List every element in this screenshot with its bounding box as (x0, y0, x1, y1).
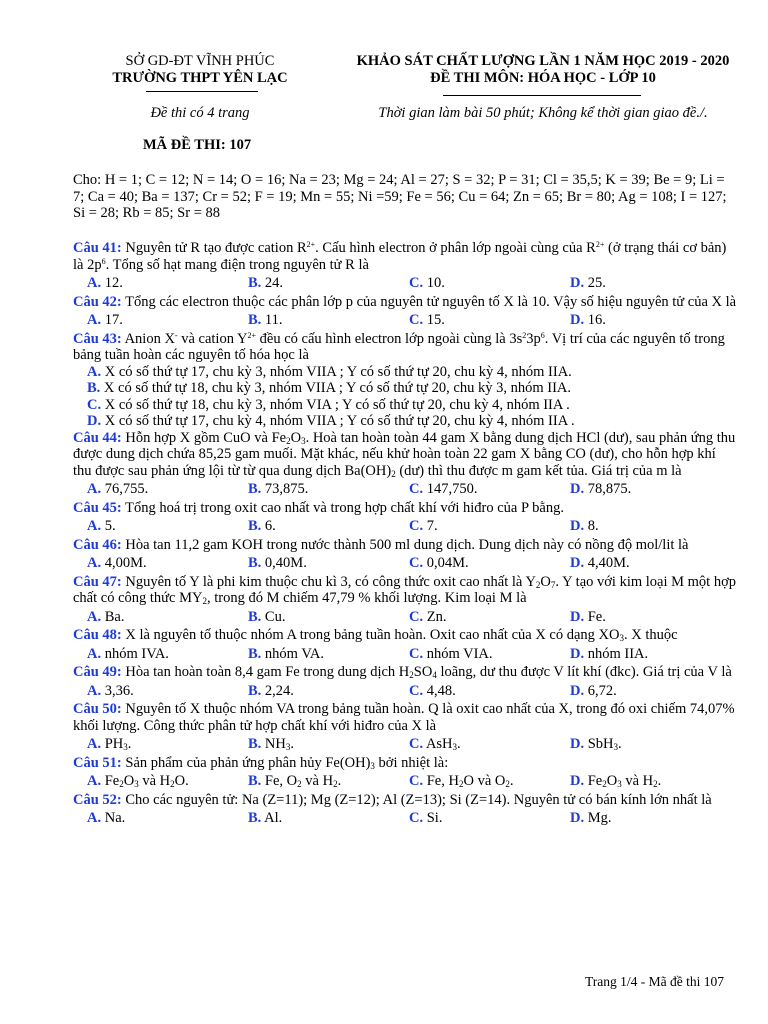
option-letter: D. (570, 608, 585, 625)
question-text: O (290, 429, 302, 446)
option-text: 24. (264, 275, 284, 291)
option-b[interactable] (248, 683, 409, 700)
option-text: O. (174, 773, 189, 789)
option-letter: B. (248, 682, 262, 699)
option-d[interactable] (570, 275, 731, 292)
superscript: 6 (540, 330, 545, 340)
option-text: AsH (425, 736, 453, 752)
subscript: 2 (391, 468, 396, 479)
option-text: . (290, 736, 294, 752)
option-text: O (606, 773, 618, 789)
subscript: 3 (619, 633, 624, 643)
option-text: NH (264, 736, 286, 752)
option-c[interactable] (409, 773, 570, 790)
subscript: 2 (333, 779, 338, 789)
option-letter: A. (87, 645, 102, 662)
options-47 (73, 607, 737, 628)
option-b[interactable] (73, 380, 737, 397)
option-text: Fe. (587, 608, 606, 625)
subscript: 3 (370, 760, 375, 771)
option-text: Fe, H (426, 773, 459, 789)
option-text: nhóm IIA. (587, 645, 649, 662)
question-46 (73, 537, 737, 554)
exam-header (328, 53, 758, 87)
options-49 (73, 681, 737, 702)
option-text: 8. (587, 518, 599, 534)
options-50 (73, 734, 737, 755)
option-d[interactable] (570, 481, 731, 498)
question-41 (73, 240, 737, 273)
option-letter: B. (248, 645, 262, 662)
question-48 (73, 627, 737, 644)
option-b[interactable] (248, 518, 409, 535)
option-text: O (123, 773, 135, 789)
subscript: 4 (432, 670, 437, 680)
option-c[interactable] (409, 481, 570, 498)
option-a[interactable] (87, 275, 248, 292)
options-44 (73, 479, 737, 500)
subscript: 7 (550, 579, 556, 590)
superscript: 6 (101, 256, 106, 266)
question-text: (dư) thì thu được m gam kết tủa. Giá trị của m là (395, 462, 682, 479)
option-letter: A. (87, 555, 102, 571)
school-header (90, 53, 310, 87)
option-letter: A. (87, 773, 102, 789)
question-text: và cation Y (177, 330, 248, 347)
department-name: SỞ GD-ĐT VĨNH PHÚC (125, 53, 275, 69)
option-d[interactable] (73, 413, 737, 430)
subscript: 2 (409, 670, 414, 680)
option-letter: B. (248, 312, 262, 328)
option-text: 17. (104, 312, 123, 328)
pages-note: Đề thi có 4 trang (150, 105, 250, 121)
exam-title: KHẢO SÁT CHẤT LƯỢNG LẦN 1 NĂM HỌC 2019 - 2020 (356, 53, 730, 69)
question-51 (73, 755, 737, 772)
question-label: Câu 47: (73, 573, 122, 590)
option-c[interactable] (409, 555, 570, 572)
option-text: 4,40M. (587, 555, 630, 571)
option-letter: D. (570, 518, 585, 534)
option-letter: C. (409, 481, 424, 497)
question-43 (73, 331, 737, 364)
option-text: 11. (264, 312, 283, 328)
option-letter: B. (248, 518, 262, 534)
option-d[interactable] (570, 518, 731, 535)
question-text: bởi nhiệt là: (374, 754, 449, 771)
question-label: Câu 46: (73, 536, 122, 553)
option-letter: A. (87, 312, 102, 328)
question-label: Câu 49: (73, 664, 122, 680)
option-text: Ba. (104, 608, 125, 625)
option-text: Cu. (264, 608, 286, 625)
option-b[interactable] (248, 312, 409, 329)
atomic-masses: Cho: H = 1; C = 12; N = 14; O = 16; Na = 23; Mg = 24; Al = 27; S = 32; P = 31; Cl = 35,5; K = 39; Be = 9; Li = 7; Ca = 40; Ba = 137; Cr = 52; F = 19; Mn = 55; Ni =59; Fe = 56; Cu = 64; Zn = 65; Br = 80; Ag = 108; I = 127; Si = 28; Rb = 85; Sr = 88 (73, 172, 727, 221)
question-label: Câu 52: (73, 791, 122, 808)
superscript: 2+ (247, 330, 257, 340)
option-text: Na. (104, 810, 126, 826)
subscript: 2 (535, 579, 541, 590)
option-text: 5. (104, 518, 116, 534)
option-text: 0,04M. (426, 555, 469, 571)
subscript: 3 (285, 742, 291, 752)
option-text: X có số thứ tự 18, chu kỳ 3, nhóm VIA ; Y có số thứ tự 20, chu kỳ 4, nhóm IIA . (101, 396, 570, 413)
question-text: Nguyên tố Y là phi kim thuộc chu kì 3, có công thức oxit cao nhất là Y (121, 573, 536, 590)
question-label: Câu 51: (73, 754, 122, 771)
option-letter: B. (248, 810, 262, 826)
option-a[interactable] (87, 312, 248, 329)
subscript: 2 (602, 779, 607, 789)
option-text: nhóm VA. (264, 645, 325, 662)
question-text: Cho các nguyên tử: Na (Z=11); Mg (Z=12); Al (Z=13); Si (Z=14). Nguyên tử có bán kính lớn nhất là (121, 791, 712, 808)
question-44 (73, 430, 737, 480)
options-41 (73, 273, 737, 294)
option-text: nhóm VIA. (426, 645, 493, 662)
option-letter: B. (248, 275, 262, 291)
option-text: . (457, 736, 461, 752)
option-letter: B. (87, 380, 101, 396)
option-c[interactable] (73, 397, 737, 414)
option-letter: D. (570, 810, 585, 826)
option-letter: D. (570, 312, 585, 328)
subscript: 3 (452, 742, 458, 752)
option-letter: A. (87, 518, 102, 534)
question-text: Anion X (121, 330, 175, 347)
superscript: 2+ (595, 240, 605, 249)
question-text: . X thuộc (623, 627, 678, 643)
option-text: . (127, 736, 132, 752)
option-text: và H (301, 773, 334, 789)
option-text: . (509, 773, 514, 789)
question-text: Tổng các electron thuộc các phân lớp p của nguyên tử nguyên tố X là 10. Vậy số hiệu nguyên tử của X là (121, 293, 737, 310)
option-text: Si. (426, 810, 443, 826)
options-51 (73, 771, 737, 792)
question-label: Câu 48: (73, 627, 122, 643)
option-c[interactable] (409, 609, 570, 626)
options-52 (73, 808, 737, 829)
option-text: nhóm IVA. (104, 645, 169, 662)
subscript: 2 (119, 779, 124, 789)
option-text: . (618, 736, 622, 752)
subscript: 2 (653, 779, 658, 789)
question-text: loãng, dư thu được V lít khí (đkc). Giá trị của V là (436, 664, 732, 680)
page-footer: Trang 1/4 - Mã đề thi 107 (585, 974, 724, 989)
question-49 (73, 664, 737, 681)
question-text: 3p (526, 330, 541, 347)
option-text: Fe (587, 773, 603, 789)
question-label: Câu 50: (73, 701, 122, 717)
option-text: X có số thứ tự 17, chu kỳ 3, nhóm VIIA ; Y có số thứ tự 20, chu kỳ 4, nhóm IIA. (101, 363, 572, 380)
school-underline (146, 91, 258, 92)
question-label: Câu 45: (73, 499, 122, 516)
superscript: 2 (522, 330, 527, 340)
option-text: PH (104, 736, 124, 752)
subscript: 3 (134, 779, 139, 789)
exam-subject: ĐỀ THI MÔN: HÓA HỌC - LỚP 10 (430, 70, 656, 86)
option-letter: C. (409, 608, 424, 625)
option-text: 0,40M. (264, 555, 307, 571)
time-note: Thời gian làm bài 50 phút; Không kể thời gian giao đề./. (378, 105, 708, 121)
options-42 (73, 310, 737, 331)
option-text: 25. (587, 275, 606, 291)
option-text: 4,00M. (104, 555, 147, 571)
option-text: 6. (264, 518, 276, 534)
option-c[interactable] (409, 275, 570, 292)
option-b[interactable] (248, 481, 409, 498)
question-text: X là nguyên tố thuộc nhóm A trong bảng tuần hoàn. Oxit cao nhất của X có dạng XO (121, 627, 620, 643)
option-b[interactable] (248, 736, 409, 753)
option-text: 147,750. (426, 481, 478, 497)
subscript: 3 (123, 742, 128, 752)
option-letter: C. (409, 682, 424, 699)
question-text: . Hoà tan hoàn toàn 44 gam X bằng dung dịch HCl (dư), sau phản ứng thu được dung dịch chứa 85,25 gam muối. Mặt khác, nếu khử hoàn toàn 22 gam X bằng CO (dư), cho hỗn hợp khí thu được sau phản ứng lội từ từ qua dung dịch Ba(OH) (73, 429, 736, 479)
option-a[interactable] (87, 609, 248, 626)
option-letter: C. (409, 773, 424, 789)
option-text: 76,755. (104, 481, 149, 497)
option-d[interactable] (570, 810, 731, 827)
question-text: Hòa tan 11,2 gam KOH trong nước thành 500 ml dung dịch. Dung dịch này có nồng độ mol/lit là (121, 536, 689, 553)
option-letter: D. (570, 555, 585, 571)
option-a[interactable] (87, 683, 248, 700)
school-name: TRƯỜNG THPT YÊN LẠC (112, 70, 288, 86)
option-letter: D. (570, 682, 585, 699)
option-text: Fe, O (264, 773, 298, 789)
exam-code-value: : 107 (220, 137, 252, 153)
option-letter: C. (409, 736, 424, 752)
option-text: 78,875. (587, 481, 632, 497)
option-text: Fe (104, 773, 120, 789)
option-text: 10. (426, 275, 445, 291)
options-46 (73, 553, 737, 574)
option-d[interactable] (570, 312, 731, 329)
option-b[interactable] (248, 275, 409, 292)
option-c[interactable] (409, 683, 570, 700)
question-label: Câu 42: (73, 293, 122, 310)
option-letter: C. (409, 312, 424, 328)
question-42 (73, 294, 737, 311)
option-d[interactable] (570, 736, 731, 753)
question-45 (73, 500, 737, 517)
option-text: Zn. (426, 608, 447, 625)
option-text: Mg. (587, 810, 612, 826)
question-text: Hòa tan hoàn toàn 8,4 gam Fe trong dung dịch H (121, 664, 410, 680)
option-d[interactable] (570, 773, 731, 790)
option-a[interactable] (87, 773, 248, 790)
option-text: và H (138, 773, 171, 789)
question-text: Nguyên tố X thuộc nhóm VA trong bảng tuần hoàn. Q là oxit cao nhất của X, trong đó oxi chiếm 74,07% khối lượng. Công thức phân tử hợp chất khí với hiđro của X là (73, 701, 735, 734)
option-letter: D. (87, 413, 102, 429)
option-c[interactable] (409, 646, 570, 663)
option-b[interactable] (248, 555, 409, 572)
subscript: 2 (286, 435, 291, 446)
option-c[interactable] (409, 518, 570, 535)
option-a[interactable] (73, 364, 737, 381)
option-letter: D. (570, 773, 585, 789)
question-50 (73, 701, 737, 734)
question-47 (73, 574, 737, 607)
subscript: 3 (613, 742, 619, 752)
option-a[interactable] (87, 736, 248, 753)
option-b[interactable] (248, 609, 409, 626)
option-letter: B. (248, 481, 262, 497)
option-letter: D. (570, 275, 585, 291)
question-label: Câu 44: (73, 429, 122, 446)
question-label: Câu 41: (73, 240, 122, 256)
subscript: 2 (202, 596, 207, 606)
question-text: Nguyên tử R tạo được cation R (121, 240, 307, 256)
option-b[interactable] (248, 773, 409, 790)
option-text: X có số thứ tự 17, chu kỳ 4, nhóm VIIA ; Y có số thứ tự 20, chu kỳ 4, nhóm IIA . (101, 413, 575, 429)
option-b[interactable] (248, 646, 409, 663)
question-text: . Vị trí của các nguyên tố trong bảng tuần hoàn các nguyên tố hóa học là (73, 330, 725, 363)
option-text: 6,72. (587, 682, 617, 699)
option-a[interactable] (87, 481, 248, 498)
option-text: O và O (463, 773, 506, 789)
question-text: SO (413, 664, 433, 680)
option-c[interactable] (409, 312, 570, 329)
question-52 (73, 792, 737, 809)
question-text: , trong đó M chiếm 47,79 % khối lượng. Kim loại M là (206, 590, 527, 606)
option-text: . (657, 773, 662, 789)
question-label: Câu 43: (73, 330, 122, 347)
option-text: 7. (426, 518, 438, 534)
option-letter: A. (87, 481, 102, 497)
option-b[interactable] (248, 810, 409, 827)
option-letter: C. (87, 396, 102, 413)
option-a[interactable] (87, 646, 248, 663)
option-letter: B. (248, 555, 262, 571)
option-c[interactable] (409, 810, 570, 827)
superscript: - (174, 330, 178, 340)
question-text: (ở trạng thái cơ bản) là 2p (73, 240, 727, 273)
option-d[interactable] (570, 646, 731, 663)
option-letter: B. (248, 773, 262, 789)
option-letter: C. (409, 645, 424, 662)
option-text: 3,36. (104, 682, 134, 699)
exam-code-label: MÃ ĐỀ THI (143, 137, 221, 153)
option-letter: B. (248, 608, 262, 625)
option-letter: A. (87, 275, 102, 291)
option-a[interactable] (87, 810, 248, 827)
option-letter: D. (570, 736, 585, 752)
question-text: Tổng hoá trị trong oxit cao nhất và trong hợp chất khí với hiđro của P bằng. (121, 499, 564, 516)
options-48 (73, 644, 737, 665)
option-letter: A. (87, 736, 102, 752)
superscript: 2+ (306, 240, 316, 249)
subscript: 3 (301, 435, 306, 446)
option-d[interactable] (570, 609, 731, 626)
subscript: 2 (170, 779, 175, 789)
option-text: 12. (104, 275, 123, 291)
option-letter: C. (409, 555, 424, 571)
option-text: 2,24. (264, 682, 294, 699)
option-text: 73,875. (264, 481, 309, 497)
subscript: 3 (617, 779, 622, 789)
question-text: . Tổng số hạt mang điện trong nguyên tử R là (105, 256, 369, 273)
option-letter: A. (87, 682, 102, 699)
option-letter: A. (87, 363, 102, 380)
option-c[interactable] (409, 736, 570, 753)
option-letter: D. (570, 645, 585, 662)
subscript: 2 (297, 779, 302, 789)
option-d[interactable] (570, 683, 731, 700)
option-text: 4,48. (426, 682, 456, 699)
option-letter: A. (87, 608, 102, 625)
option-letter: C. (409, 275, 424, 291)
option-text: và H (621, 773, 654, 789)
option-text: . (337, 773, 342, 789)
option-a[interactable] (87, 518, 248, 535)
question-text: O (540, 573, 551, 590)
option-a[interactable] (87, 555, 248, 572)
option-letter: A. (87, 810, 102, 826)
question-text: Hỗn hợp X gồm CuO và Fe (121, 429, 287, 446)
option-text: 16. (587, 312, 606, 328)
options-45 (73, 516, 737, 537)
option-letter: C. (409, 810, 424, 826)
exam-code (143, 137, 251, 154)
exam-underline (443, 95, 641, 96)
option-letter: D. (570, 481, 585, 497)
question-text: đều có cấu hình electron lớp ngoài cùng là 3s (256, 330, 523, 347)
question-text: Sản phẩm của phản ứng phân hủy Fe(OH) (121, 754, 371, 771)
option-text: SbH (587, 736, 614, 752)
subscript: 2 (505, 779, 510, 789)
option-text: X có số thứ tự 18, chu kỳ 3, nhóm VIIA ; Y có số thứ tự 20, chu kỳ 3, nhóm IIA. (100, 380, 571, 396)
option-letter: B. (248, 736, 262, 752)
option-letter: C. (409, 518, 424, 534)
option-d[interactable] (570, 555, 731, 572)
question-text: . Cấu hình electron ở phân lớp ngoài cùng của R (315, 240, 596, 256)
option-text: 15. (426, 312, 445, 328)
subscript: 2 (458, 779, 464, 789)
option-text: Al. (264, 810, 283, 826)
question-list (73, 240, 737, 829)
question-text: . Y tạo với kim loại M một hợp chất có công thức MY (73, 573, 737, 606)
